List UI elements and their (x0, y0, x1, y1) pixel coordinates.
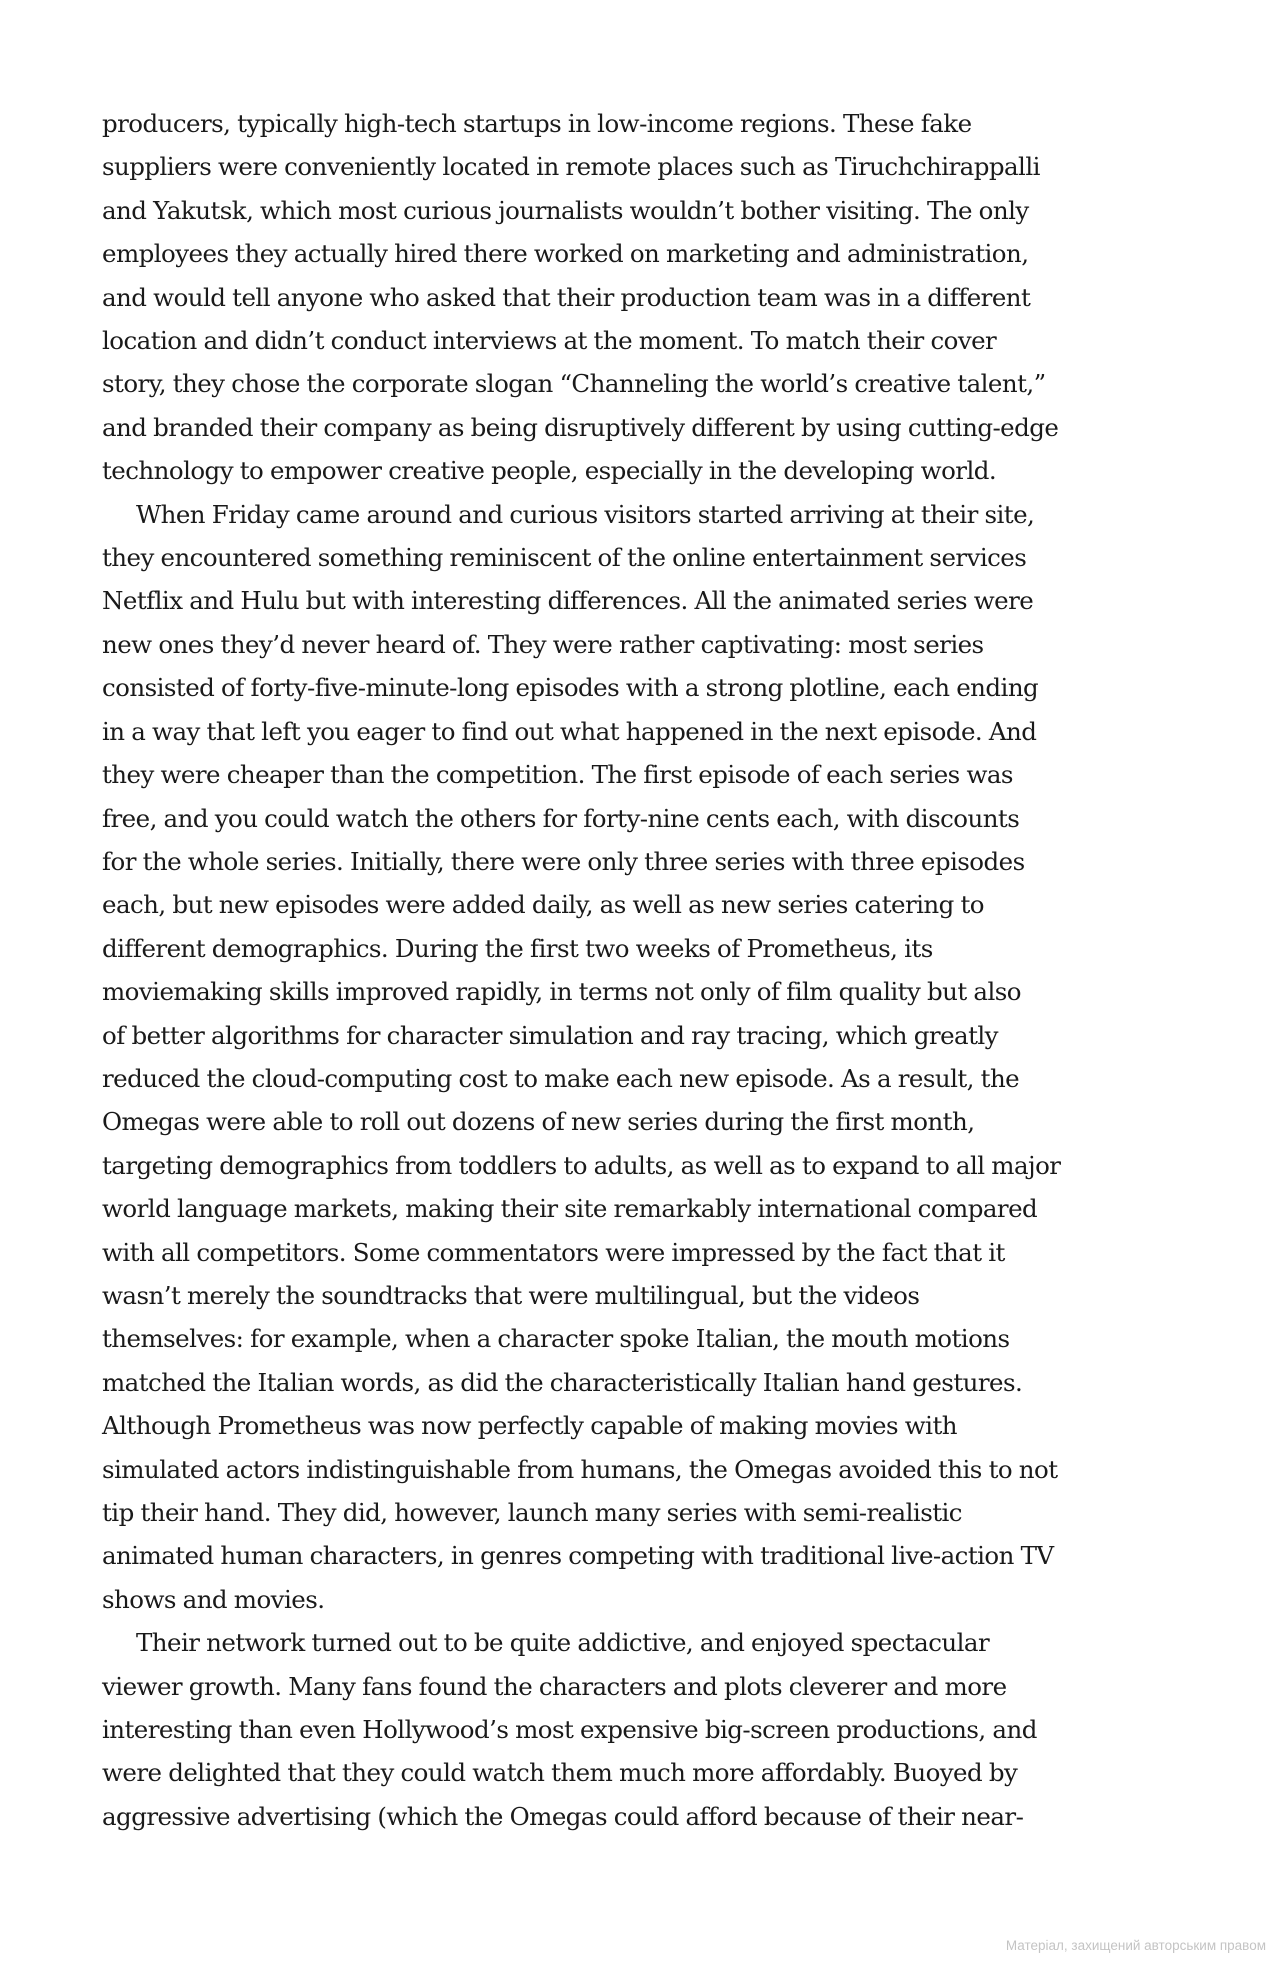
text-line: Their network turned out to be quite addictive, and enjoyed spectacular (136, 1628, 990, 1658)
text-line: animated human characters, in genres competing with traditional live-action TV (102, 1541, 1054, 1571)
text-line: they encountered something reminiscent of the online entertainment services (102, 543, 1027, 573)
text-line: different demographics. During the first two weeks of Prometheus, its (102, 933, 933, 963)
text-line: producers, typically high-tech startups in low-income regions. These fake (102, 109, 972, 138)
text-line: aggressive advertising (which the Omegas could afford because of their near- (102, 1801, 1024, 1831)
text-line: moviemaking skills improved rapidly, in terms not only of film quality but also (102, 977, 1021, 1007)
text-line: each, but new episodes were added daily, as well as new series catering to (102, 890, 984, 920)
text-line: matched the Italian words, as did the characteristically Italian hand gestures. (102, 1367, 1023, 1397)
text-line: and would tell anyone who asked that their production team was in a different (102, 282, 1031, 312)
paragraph-3 (102, 1621, 1180, 1838)
text-line: simulated actors indistinguishable from humans, the Omegas avoided this to not (102, 1454, 1058, 1484)
text-line: consisted of forty-five-minute-long episodes with a strong plotline, each ending (102, 673, 1039, 703)
text-line: they were cheaper than the competition. The first episode of each series was (102, 760, 1013, 790)
text-line: employees they actually hired there worked on marketing and administration, (102, 239, 1029, 269)
book-page-body (102, 102, 1180, 1838)
paragraph-1 (102, 102, 1180, 493)
text-line: themselves: for example, when a character spoke Italian, the mouth motions (102, 1324, 1010, 1354)
text-line: Netflix and Hulu but with interesting differences. All the animated series were (102, 586, 1034, 616)
text-line: shows and movies. (102, 1584, 325, 1614)
text-line: were delighted that they could watch them much more affordably. Buoyed by (102, 1758, 1018, 1788)
text-line: story, they chose the corporate slogan “Channeling the world’s creative talent,” (102, 369, 1046, 399)
text-line: Omegas were able to roll out dozens of new series during the first month, (102, 1107, 975, 1137)
text-line: targeting demographics from toddlers to adults, as well as to expand to all major (102, 1150, 1061, 1180)
paragraph-2 (102, 493, 1180, 1622)
text-line: Although Prometheus was now perfectly capable of making movies with (102, 1411, 957, 1441)
text-line: new ones they’d never heard of. They were rather captivating: most series (102, 629, 984, 659)
text-line: of better algorithms for character simulation and ray tracing, which greatly (102, 1020, 998, 1050)
text-line: world language markets, making their site remarkably international compared (102, 1194, 1038, 1224)
text-line: technology to empower creative people, especially in the developing world. (102, 456, 997, 486)
text-line: suppliers were conveniently located in remote places such as Tiruchchirappalli (102, 152, 1040, 182)
text-line: free, and you could watch the others for forty-nine cents each, with discounts (102, 803, 1020, 833)
text-line: with all competitors. Some commentators were impressed by the fact that it (102, 1237, 1005, 1267)
text-line: in a way that left you eager to find out what happened in the next episode. And (102, 716, 1037, 746)
text-line: for the whole series. Initially, there were only three series with three episodes (102, 846, 1025, 876)
text-line: When Friday came around and curious visitors started arriving at their site, (136, 499, 1035, 529)
text-line: and branded their company as being disruptively different by using cutting-edge (102, 412, 1059, 442)
text-line: tip their hand. They did, however, launch many series with semi-realistic (102, 1498, 962, 1527)
text-line: location and didn’t conduct interviews at the moment. To match their cover (102, 326, 997, 356)
text-line: and Yakutsk, which most curious journalists wouldn’t bother visiting. The only (102, 195, 1029, 225)
copyright-watermark: Матеріал, захищений авторським правом (1005, 1938, 1266, 1953)
text-line: viewer growth. Many fans found the characters and plots cleverer and more (102, 1671, 1007, 1701)
text-line: reduced the cloud-computing cost to make each new episode. As a result, the (102, 1063, 1020, 1093)
text-line: interesting than even Hollywood’s most expensive big-screen productions, and (102, 1715, 1037, 1745)
text-line: wasn’t merely the soundtracks that were multilingual, but the videos (102, 1280, 920, 1310)
